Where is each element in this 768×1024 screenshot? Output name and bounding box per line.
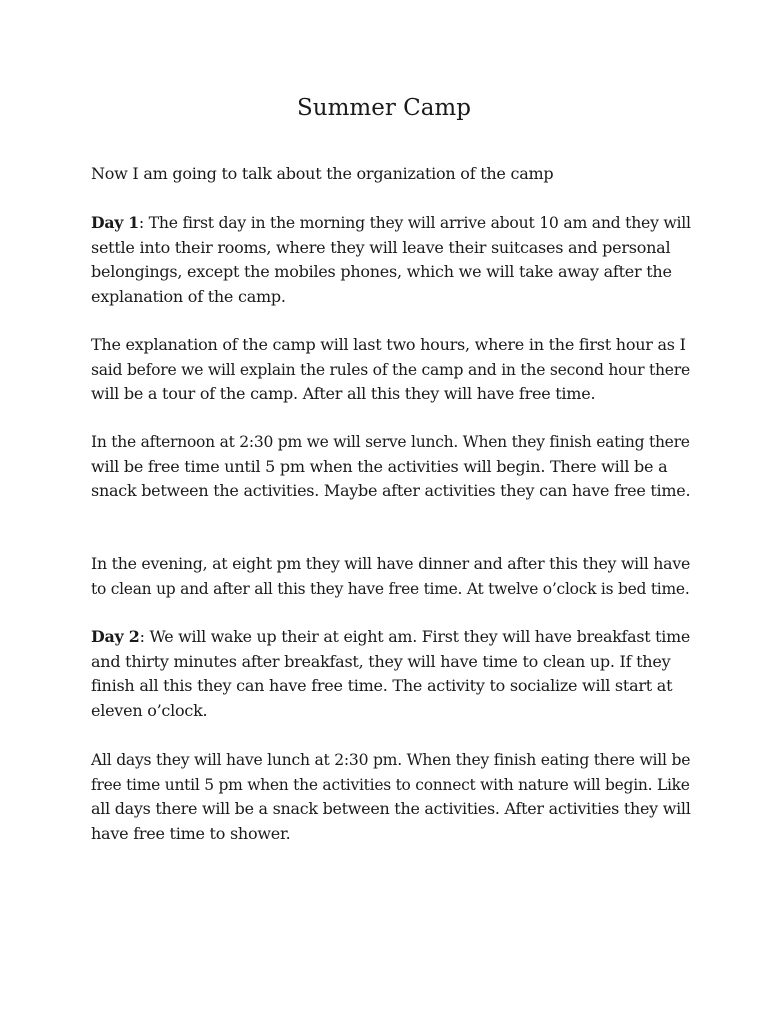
day1-text-1: : The first day in the morning they will arrive about 10 am and they will [138,213,691,232]
day1-line-3: belongings, except the mobiles phones, which we will take away after the [91,262,672,281]
document-title: Summer Camp [297,95,471,121]
intro-line: Now I am going to talk about the organization of the camp [91,164,554,183]
all-days-line-1: All days they will have lunch at 2:30 pm. When they finish eating there will be [91,751,691,769]
day2-text-1: : We will wake up their at eight am. First they will have breakfast time [139,627,691,646]
explanation-paragraph [91,333,691,407]
evening-line-2: to clean up and after all this they have free time. At twelve o’clock is bed time. [91,579,690,598]
day1-paragraph [91,211,691,309]
all-days-paragraph [91,748,691,846]
intro-paragraph [91,162,691,187]
explanation-line-3: will be a tour of the camp. After all this they will have free time. [91,384,596,403]
evening-paragraph [91,552,691,601]
day2-line-3: finish all this they can have free time. The activity to socialize will start at [91,676,673,695]
day2-label: Day 2 [91,627,140,646]
day1-line-4: explanation of the camp. [91,286,286,306]
all-days-line-3: all days there will be a snack between the activities. After activities they will [91,799,691,818]
day2-line-1 [91,625,691,650]
afternoon-paragraph [91,430,691,504]
day1-line-2: settle into their rooms, where they will leave their suitcases and personal [91,237,671,257]
day2-paragraph [91,625,691,723]
day2-line-2: and thirty minutes after breakfast, they will have time to clean up. If they [91,651,671,671]
afternoon-line-3: snack between the activities. Maybe after activities they can have free time. [91,481,691,500]
day1-line-1 [91,211,691,236]
day1-label: Day 1 [91,213,139,232]
afternoon-line-1: In the afternoon at 2:30 pm we will serve lunch. When they finish eating there [91,433,690,451]
evening-line-1: In the evening, at eight pm they will have dinner and after this they will have [91,554,691,573]
explanation-line-2: said before we will explain the rules of the camp and in the second hour there [91,360,690,379]
afternoon-line-2: will be free time until 5 pm when the activities will begin. There will be a [91,456,668,476]
day2-line-4: eleven o’clock. [91,700,208,720]
explanation-line-1: The explanation of the camp will last two hours, where in the first hour as I [91,335,686,354]
all-days-line-4: have free time to shower. [91,823,291,843]
all-days-line-2: free time until 5 pm when the activities to connect with nature will begin. Like [91,775,690,794]
